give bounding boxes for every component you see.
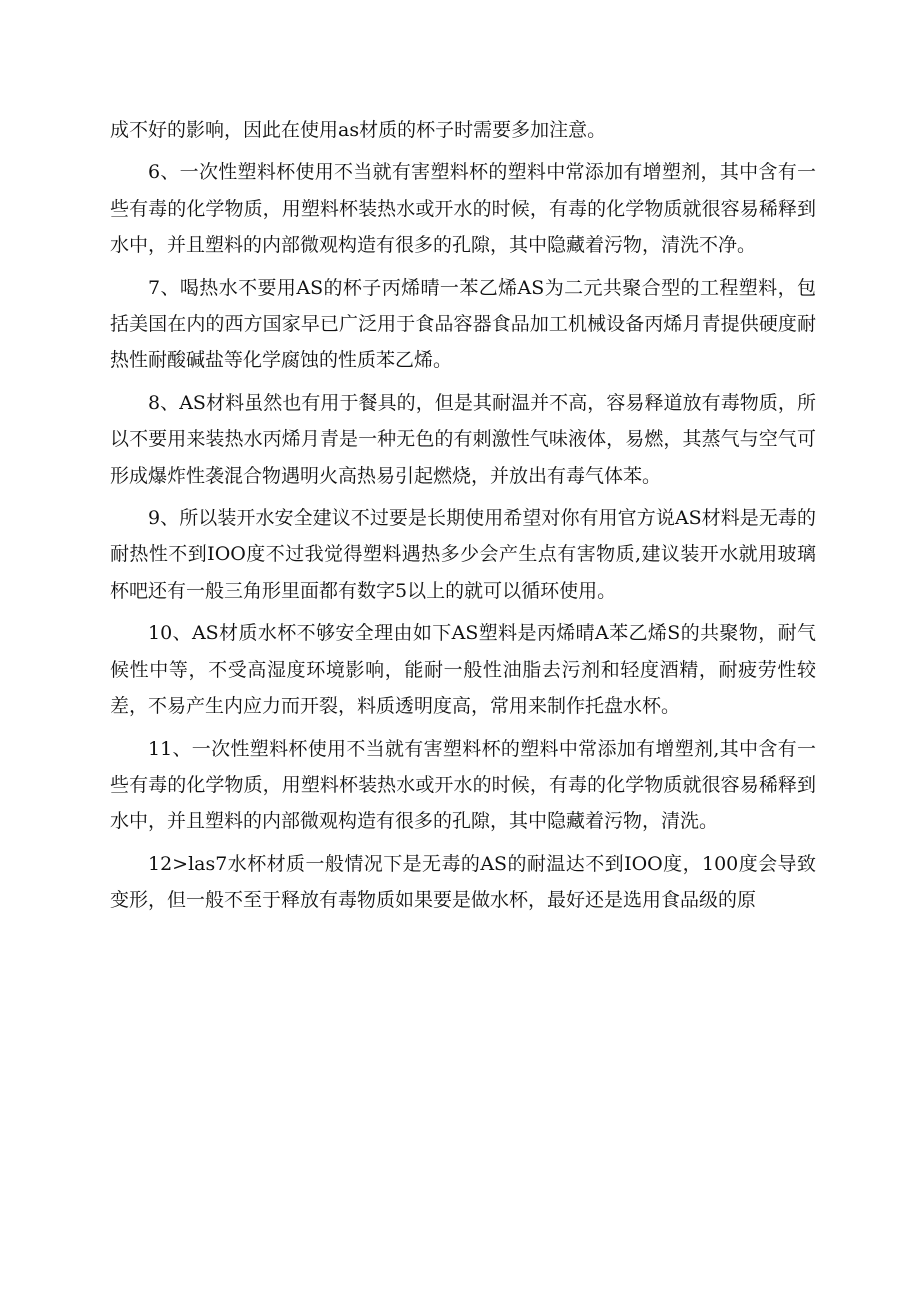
document-body — [110, 112, 816, 925]
paragraph-8: 8、AS材料虽然也有用于餐具的，但是其耐温并不高，容易释道放有毒物质，所以不要用来装热水丙烯月青是一种无色的有刺激性气味液体，易燃，其蒸气与空气可形成爆炸性袭混合物遇明火高热易引起燃烧，并放出有毒气体苯。 — [110, 391, 816, 487]
paragraph-12: 12>las7水杯材质一般情况下是无毒的AS的耐温达不到IOO度，100度会导致变形，但一般不至于释放有毒物质如果要是做水杯，最好还是选用食品级的原 — [110, 852, 816, 912]
paragraph-11: 11、一次性塑料杯使用不当就有害塑料杯的塑料中常添加有增塑剂,其中含有一些有毒的化学物质，用塑料杯装热水或开水的时候，有毒的化学物质就很容易稀释到水中，并且塑料的内部微观构造有很多的孔隙，其中隐藏着污物，清洗。 — [110, 737, 816, 833]
paragraph-10: 10、AS材质水杯不够安全理由如下AS塑料是丙烯晴A苯乙烯S的共聚物，耐气候性中等，不受高湿度环境影响，能耐一般性油脂去污剂和轻度酒精，耐疲劳性较差，不易产生内应力而开裂，料质透明度高，常用来制作托盘水杯。 — [110, 622, 816, 718]
paragraph-9: 9、所以装开水安全建议不过要是长期使用希望对你有用官方说AS材料是无毒的耐热性不到IOO度不过我觉得塑料遇热多少会产生点有害物质,建议装开水就用玻璃杯吧还有一般三角形里面都有数字5以上的就可以循环使用。 — [110, 507, 816, 602]
paragraph-6: 6、一次性塑料杯使用不当就有害塑料杯的塑料中常添加有增塑剂，其中含有一些有毒的化学物质，用塑料杯装热水或开水的时候，有毒的化学物质就很容易稀释到水中，并且塑料的内部微观构造有很多的孔隙，其中隐藏着污物，清洗不净。 — [110, 161, 816, 257]
paragraph-continuation: 成不好的影响，因此在使用as材质的杯子时需要多加注意。 — [110, 119, 607, 141]
paragraph-7: 7、喝热水不要用AS的杯子丙烯晴一苯乙烯AS为二元共聚合型的工程塑料，包括美国在内的西方国家早已广泛用于食品容器食品加工机械设备丙烯月青提供硬度耐热性耐酸碱盐等化学腐蚀的性质苯乙烯。 — [110, 276, 816, 372]
